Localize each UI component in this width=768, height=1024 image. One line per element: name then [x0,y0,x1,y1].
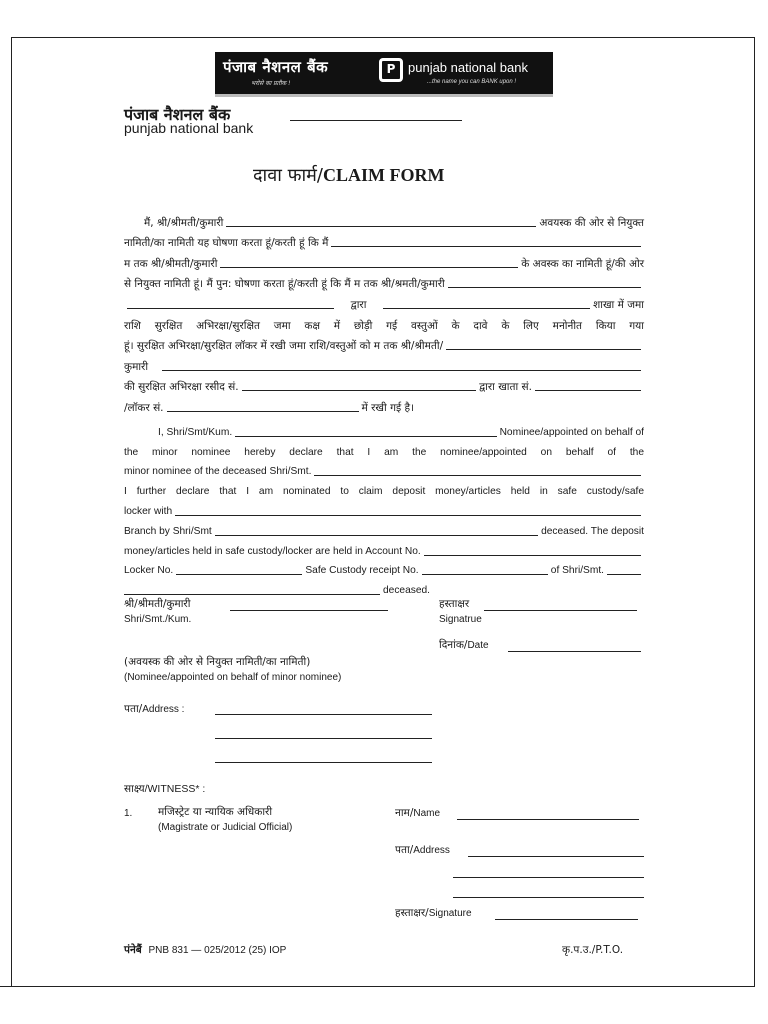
hindi-blank[interactable] [127,308,334,309]
banner-hindi-name: पंजाब नैशनल बैंक [223,58,329,76]
english-text: the minor nominee hereby declare that I am the nominee/appointed on behalf of the [124,446,644,458]
witness-address-line-2[interactable] [453,877,644,878]
form-title-hindi: दावा फार्म/ [253,165,323,186]
witness-heading: साक्ष्य/WITNESS* : [124,783,206,795]
banner-shadow [215,94,553,97]
witness-address-line-1[interactable] [468,856,644,857]
hindi-declaration [124,212,644,418]
english-blank[interactable] [422,574,548,575]
hindi-text: की सुरक्षित अभिरक्षा रसीद सं. [124,381,239,394]
pto-label: कृ.प.उ./P.T.O. [562,944,624,956]
bottom-mark [0,986,100,987]
hindi-text: हूं। सुरक्षित अभिरक्षा/सुरक्षित लॉकर में रखी जमा राशि/वस्तुओं को म तक श्री/श्रीमती/ [124,340,444,353]
witness-name-label: नाम/Name [395,807,441,819]
english-text: locker with [124,505,173,517]
form-title [253,163,444,187]
hindi-text: से नियुक्त नामिती हूं। मैं पुन: घोषणा करता हूं/करती हूं कि मैं म तक श्री/श्रमती/कुमारी [124,278,445,291]
hindi-blank[interactable] [446,349,641,350]
english-blank[interactable] [176,574,302,575]
official-label-english: (Magistrate or Judicial Official) [158,822,293,833]
signature-line[interactable] [484,610,637,611]
witness-signature-label: हस्ताक्षर/Signature [395,907,472,919]
hindi-text: म तक श्री/श्रीमती/कुमारी [124,257,218,270]
hindi-text: नामिती/का नामिती यह घोषणा करता हूं/करती हूं कि मैं [124,237,329,250]
nominee-label-english: (Nominee/appointed on behalf of minor nominee) [124,672,342,683]
date-label: दिनांक/Date [439,639,489,651]
english-text: Safe Custody receipt No. [305,565,419,577]
english-text: Locker No. [124,565,174,577]
english-blank[interactable] [607,574,641,575]
signature-label: हस्ताक्षर [439,598,470,610]
bank-logo-english: punjab national bank [124,120,254,136]
bank-logo-hindi: पंजाब नैशनल बैंक [124,105,231,124]
hindi-text: मैं, श्री/श्रीमती/कुमारी [144,216,224,229]
hindi-text: /लॉकर सं. [124,401,164,414]
name-line[interactable] [230,610,388,611]
english-blank[interactable] [175,515,641,516]
bank-banner [215,52,553,94]
hindi-blank[interactable] [167,411,359,412]
hindi-text: राशि सुरक्षित अभिरक्षा/सुरक्षित जमा कक्ष में छोड़ी गई वस्तुओं के दावे के लिए मनोनीत किया गया [124,319,644,332]
hindi-text: द्वारा खाता सं. [479,381,532,394]
date-line[interactable] [508,651,641,652]
hindi-blank[interactable] [226,226,536,227]
hindi-text: शाखा में जमा [593,298,645,311]
banner-hindi-tagline: भरोसे का प्रतीक ! [251,80,291,87]
english-blank[interactable] [424,555,641,556]
english-text: deceased. The deposit [541,525,644,537]
signature-label-english: Signatrue [439,614,482,625]
hindi-blank[interactable] [331,246,641,247]
english-declaration [124,422,644,600]
english-blank[interactable] [314,475,641,476]
hindi-blank[interactable] [448,287,641,288]
name-label-english: Shri/Smt./Kum. [124,614,192,625]
hindi-blank[interactable] [162,370,641,371]
nominee-label: (अवयस्क की ओर से नियुक्त नामिती/का नामिती) [124,656,311,668]
english-text: deceased. [383,585,431,597]
english-blank[interactable] [235,436,496,437]
witness-number: 1. [124,808,133,819]
address-label: पता/Address : [124,703,185,715]
witness-name-line[interactable] [457,819,639,820]
pnb-emblem-icon: P [379,58,403,82]
english-text: minor nominee of the deceased Shri/Smt. [124,466,312,478]
english-text: of Shri/Smt. [550,565,604,577]
hindi-blank[interactable] [383,308,590,309]
witness-signature-line[interactable] [495,919,638,920]
banner-english-name: punjab national bank [408,60,528,75]
english-text: money/articles held in safe custody/locker are held in Account No. [124,545,421,557]
english-blank[interactable] [215,535,538,536]
english-text: Nominee/appointed on behalf of [499,426,644,438]
hindi-blank[interactable] [220,267,518,268]
english-text: I further declare that I am nominated to claim deposit money/articles held in safe custody/safe [124,486,644,498]
hindi-text: द्वारा [350,298,367,311]
witness-address-line-3[interactable] [453,897,644,898]
hindi-text: कुमारी [124,360,149,373]
address-line-3[interactable] [215,762,432,763]
name-label: श्री/श्रीमती/कुमारी [124,598,191,610]
english-text: I, Shri/Smt/Kum. [158,426,233,438]
witness-address-label: पता/Address [395,844,450,856]
form-title-english: CLAIM FORM [322,165,445,185]
branch-line[interactable] [290,120,462,121]
official-label: मजिस्ट्रेट या न्यायिक अधिकारी [158,806,273,818]
address-line-2[interactable] [215,738,432,739]
hindi-blank[interactable] [242,390,477,391]
form-code: पंनेबैं PNB 831 — 025/2012 (25) IOP [124,944,287,956]
hindi-text: के अवस्क का नामिती हूं/की ओर [521,257,644,270]
hindi-blank[interactable] [535,390,641,391]
english-blank[interactable] [124,594,380,595]
english-text: Branch by Shri/Smt [124,525,212,537]
hindi-text: अवयस्क की ओर से नियुक्त [539,216,644,229]
hindi-text: में रखी गई है। [361,401,415,414]
address-line-1[interactable] [215,714,432,715]
banner-english-tagline: ...the name you can BANK upon ! [427,79,517,85]
